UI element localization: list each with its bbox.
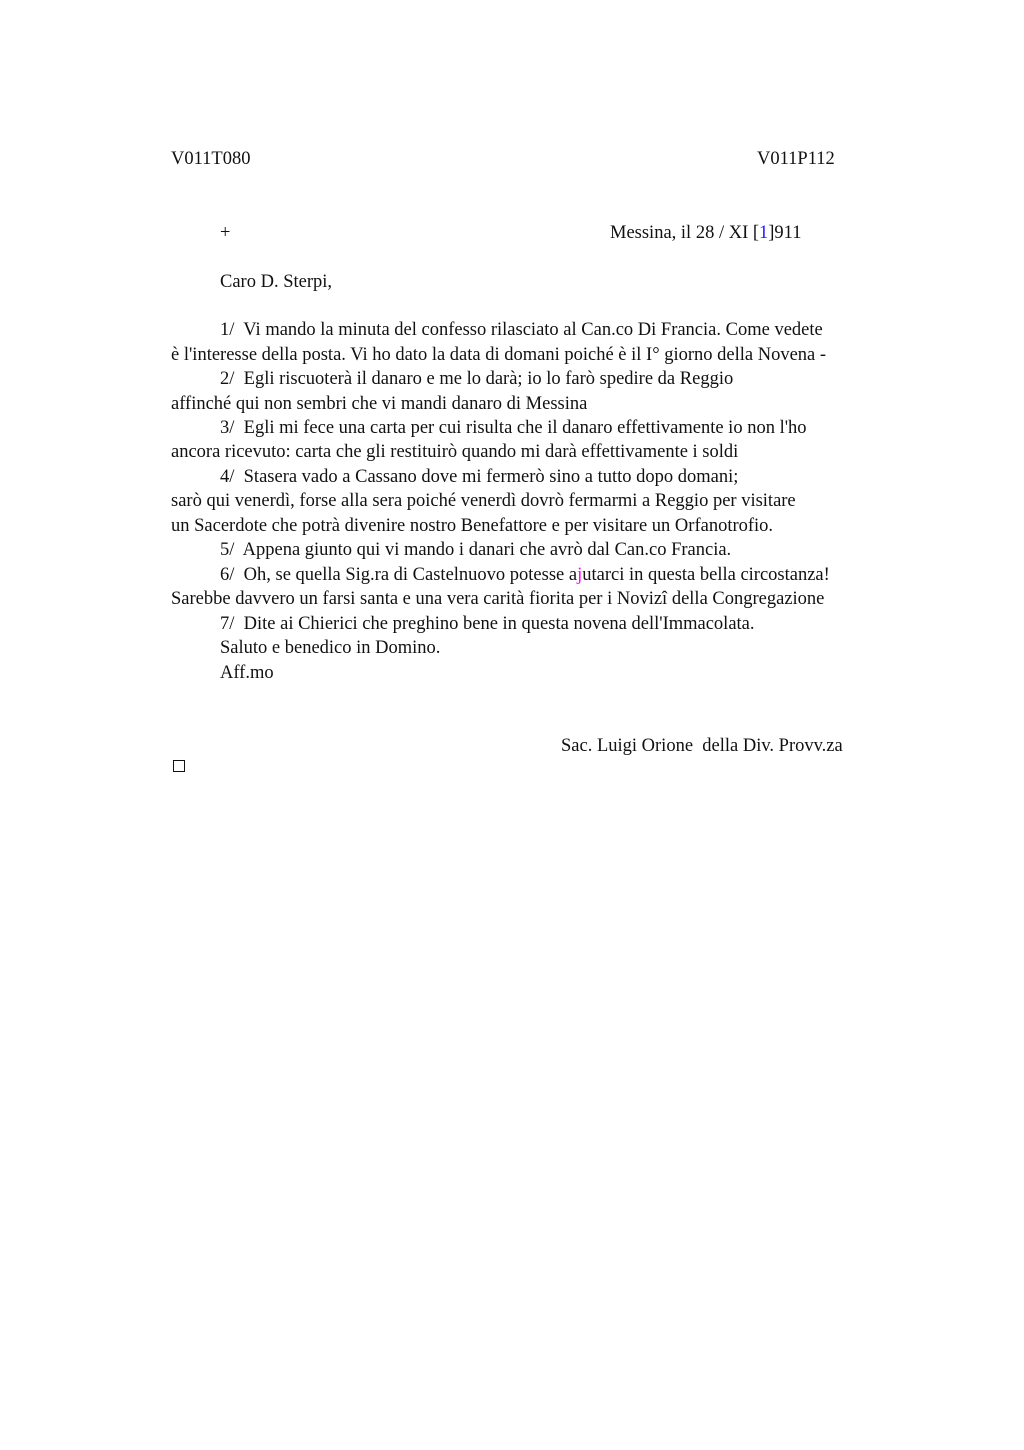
closing-greeting: Saluto e benedico in Domino. (220, 638, 441, 658)
body-line: sarò qui venerdì, forse alla sera poiché venerdì dovrò fermarmi a Reggio per visitare (171, 491, 796, 511)
body-line: affinché qui non sembri che vi mandi danaro di Messina (171, 394, 588, 414)
document-code-right: V011P112 (757, 149, 835, 169)
dateline-year: ]911 (768, 223, 802, 243)
dateline-place: Messina, il 28 / XI [ (610, 223, 760, 243)
body-line: 2/ Egli riscuoterà il danaro e me lo darà; io lo farò spedire da Reggio (220, 369, 734, 389)
closing-affectionate: Aff.mo (220, 663, 274, 683)
dateline-editorial-digit: 1 (759, 223, 769, 243)
checkbox-icon (173, 760, 185, 772)
body-text: 6/ Oh, se quella Sig.ra di Castelnuovo potesse a (220, 565, 578, 585)
cross-symbol: + (220, 223, 231, 243)
body-text: utarci in questa bella circostanza! (582, 565, 830, 585)
dateline (610, 224, 802, 243)
body-line: 1/ Vi mando la minuta del confesso rilasciato al Can.co Di Francia. Come vedete (220, 320, 823, 340)
signature: Sac. Luigi Orione della Div. Provv.za (561, 736, 843, 756)
body-line: ancora ricevuto: carta che gli restituirò quando mi darà effettivamente i soldi (171, 442, 739, 462)
body-line: è l'interesse della posta. Vi ho dato la data di domani poiché è il I° giorno della Novena - (171, 345, 827, 365)
body-text: Sarebbe davvero un farsi santa e una vera carità fiorita per i Novizi (171, 589, 668, 609)
body-line: 5/ Appena giunto qui vi mando i danari che avrò dal Can.co Francia. (220, 540, 732, 560)
body-line: 3/ Egli mi fece una carta per cui risulta che il danaro effettivamente io non l'ho (220, 418, 807, 438)
salutation: Caro D. Sterpi, (220, 272, 333, 292)
body-line (171, 590, 824, 609)
body-text: della Congregazione (667, 589, 825, 609)
body-line: 4/ Stasera vado a Cassano dove mi fermerò sino a tutto dopo domani; (220, 467, 739, 487)
body-line: 7/ Dite ai Chierici che preghino bene in questa novena dell'Immacolata. (220, 614, 755, 634)
body-line (220, 566, 830, 585)
document-code-left: V011T080 (171, 149, 251, 169)
editorial-mark: j (577, 565, 583, 585)
body-line: un Sacerdote che potrà divenire nostro Benefattore e per visitare un Orfanotrofio. (171, 516, 774, 536)
